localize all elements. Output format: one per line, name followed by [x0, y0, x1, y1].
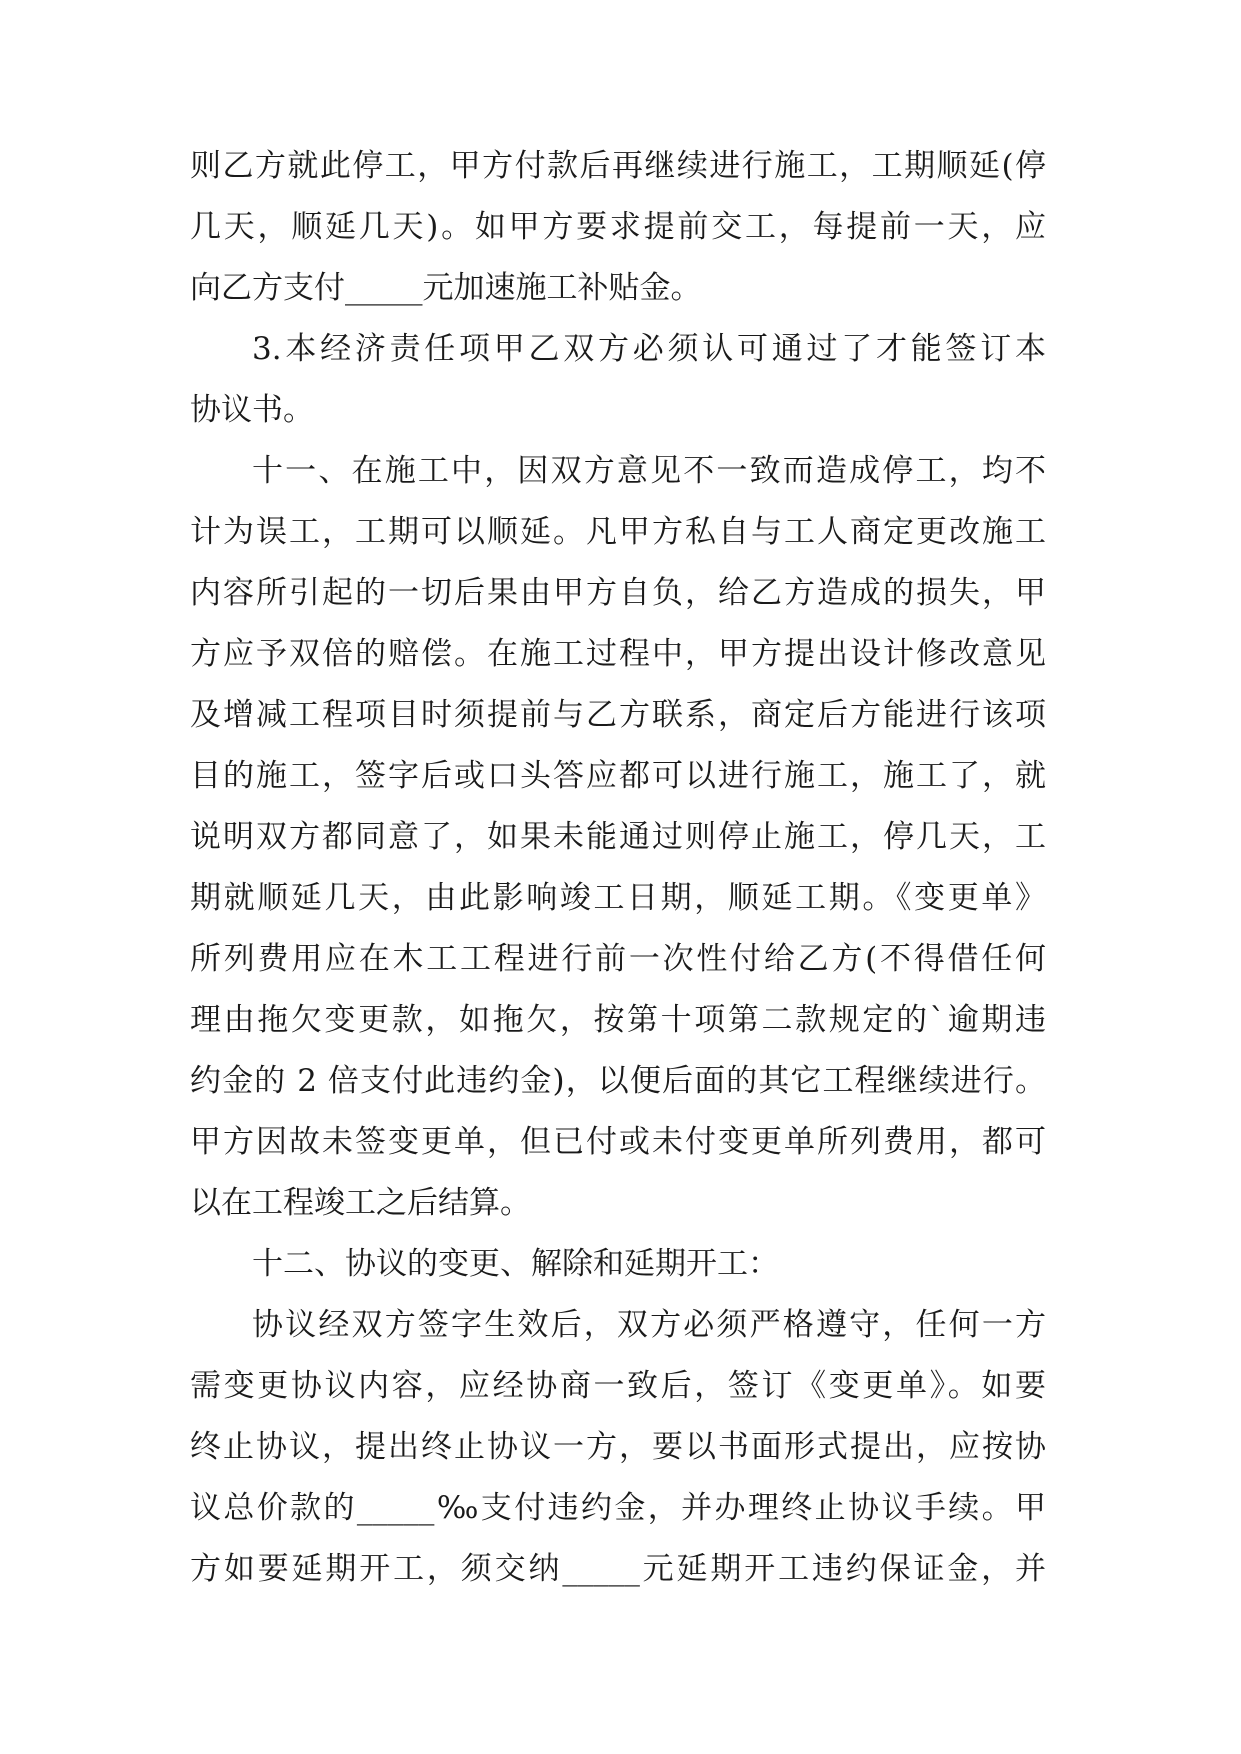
section-heading-line: 十二、协议的变更、解除和延期开工： — [252, 1246, 779, 1282]
text-line: 约金的 2 倍支付此违约金)，以便后面的其它工程继续进行。 — [190, 1063, 1046, 1099]
text-line: 向乙方支付_____元加速施工补贴金。 — [190, 270, 702, 306]
text-line: 期就顺延几天，由此影响竣工日期，顺延工期。《变更单》 — [190, 880, 1046, 916]
text-line: 内容所引起的一切后果由甲方自负，给乙方造成的损失，甲 — [190, 575, 1046, 611]
text-line: 方应予双倍的赔偿。在施工过程中，甲方提出设计修改意见 — [190, 636, 1046, 672]
text-line: 需变更协议内容，应经协商一致后，签订《变更单》。如要 — [190, 1368, 1046, 1404]
text-line: 则乙方就此停工，甲方付款后再继续进行施工，工期顺延(停 — [190, 148, 1046, 184]
text-line: 几天，顺延几天)。如甲方要求提前交工，每提前一天，应 — [190, 209, 1046, 245]
paragraph-start-line: 3.本经济责任项甲乙双方必须认可通过了才能签订本 — [252, 331, 1046, 367]
text-line: 所列费用应在木工工程进行前一次性付给乙方(不得借任何 — [190, 941, 1046, 977]
text-line: 协议书。 — [190, 392, 314, 428]
text-line: 以在工程竣工之后结算。 — [190, 1185, 531, 1221]
text-line: 议总价款的_____‰支付违约金，并办理终止协议手续。甲 — [190, 1490, 1046, 1526]
text-line: 说明双方都同意了，如果未能通过则停止施工，停几天，工 — [190, 819, 1046, 855]
text-line: 终止协议，提出终止协议一方，要以书面形式提出，应按协 — [190, 1429, 1046, 1465]
section-heading-line: 十一、在施工中，因双方意见不一致而造成停工，均不 — [252, 453, 1046, 489]
text-line: 及增减工程项目时须提前与乙方联系，商定后方能进行该项 — [190, 697, 1046, 733]
paragraph-start-line: 协议经双方签字生效后，双方必须严格遵守，任何一方 — [252, 1307, 1046, 1343]
text-line: 理由拖欠变更款，如拖欠，按第十项第二款规定的`逾期违 — [190, 1002, 1046, 1038]
text-line: 甲方因故未签变更单，但已付或未付变更单所列费用，都可 — [190, 1124, 1046, 1160]
text-line: 目的施工，签字后或口头答应都可以进行施工，施工了，就 — [190, 758, 1046, 794]
text-line: 计为误工，工期可以顺延。凡甲方私自与工人商定更改施工 — [190, 514, 1046, 550]
text-line: 方如要延期开工，须交纳_____元延期开工违约保证金，并 — [190, 1551, 1046, 1587]
